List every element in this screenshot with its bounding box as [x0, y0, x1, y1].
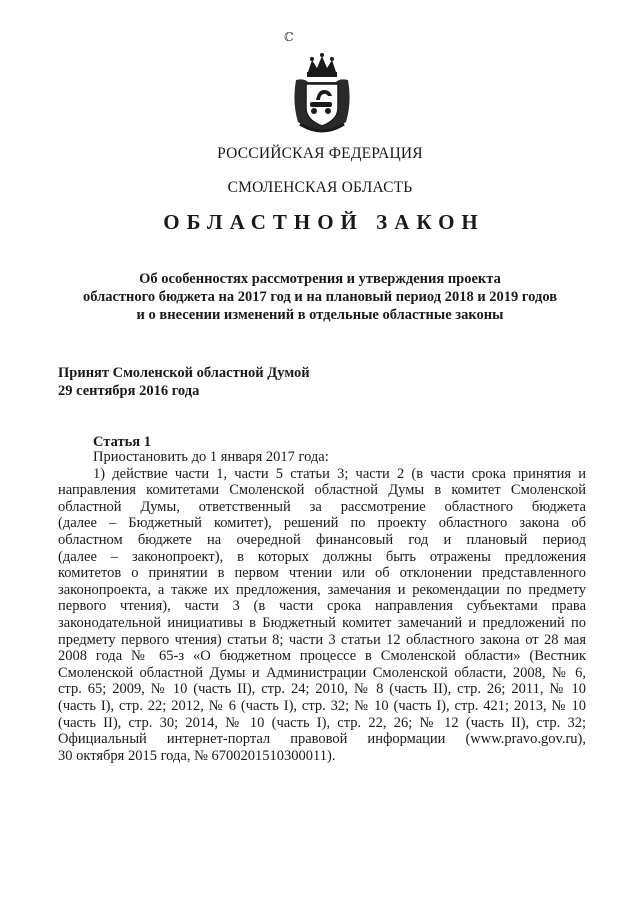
region-title: СМОЛЕНСКАЯ ОБЛАСТЬ: [227, 179, 413, 196]
law-title-line: Об особенностях рассмотрения и утверждения проекта: [139, 271, 501, 287]
paragraph-line: комитетов о принятии в первом чтении или об отклонении представленного: [58, 565, 586, 582]
paragraph-line: 30 октября 2015 года, № 6700201510300011).: [58, 747, 336, 764]
adoption-info: [58, 364, 310, 400]
law-title: [40, 270, 600, 324]
paragraph-line: стр. 65; 2009, № 10 (часть II), стр. 24; 2010, № 8 (часть II), стр. 26; 2011, № 10: [58, 681, 586, 698]
coat-of-arms-icon: [290, 52, 354, 134]
article-body: [58, 449, 586, 764]
paragraph-line: Приостановить до 1 января 2017 года:: [93, 449, 329, 465]
paragraph-line: (часть II), стр. 30; 2014, № 10 (часть I), стр. 22, 26; № 12 (часть II), стр. 32;: [58, 714, 586, 731]
paragraph-line: (далее – законопроект), в которых должны быть отражены предложения: [58, 548, 586, 565]
adoption-date: 29 сентября 2016 года: [58, 383, 200, 399]
paragraph-line: (часть I), стр. 22; 2012, № 6 (часть I), стр. 32; № 10 (часть I), стр. 421; 2013, № 10: [58, 697, 586, 714]
paragraph-line: Смоленской областной Думы и Администрации Смоленской области, 2008, № 6,: [58, 664, 586, 681]
paragraph-line: Официальный интернет-портал правовой информации (www.pravo.gov.ru),: [58, 731, 586, 748]
paragraph-line: направления комитетами Смоленской областной Думы в комитет Смоленской: [58, 482, 586, 499]
paragraph-line: предмету первого чтения) статьи 8; части 3 статьи 12 областного закона от 28 мая: [58, 631, 586, 648]
paragraph-line: законодательной инициативы в Бюджетный комитет замечаний и предложений по: [58, 614, 586, 631]
document-type-heading: ОБЛАСТНОЙ ЗАКОН: [163, 210, 485, 234]
paragraph-line: законопроекта, а также их предложения, замечания и рекомендации по предмету: [58, 581, 586, 598]
article-heading: Статья 1: [93, 434, 151, 450]
paragraph-line: первого чтения), части 3 (в части срока направления субъектами права: [58, 598, 586, 615]
federation-title: РОССИЙСКАЯ ФЕДЕРАЦИЯ: [217, 145, 423, 162]
paragraph-line: (далее – Бюджетный комитет), решений по проекту областного закона об: [58, 515, 586, 532]
handwritten-mark: ℂ: [284, 30, 294, 44]
adopted-by: Принят Смоленской областной Думой: [58, 365, 310, 381]
paragraph-line: областной Думы, ответственный за рассмотрение областного бюджета: [58, 498, 586, 515]
law-title-line: и о внесении изменений в отдельные областные законы: [136, 307, 504, 323]
law-title-line: областного бюджета на 2017 год и на плановый период 2018 и 2019 годов: [82, 289, 558, 305]
paragraph-line: 2008 года № 65-з «О бюджетном процессе в Смоленской области» (Вестник: [58, 648, 586, 665]
paragraph-line: областном бюджете на очередной финансовый год и плановый период: [58, 531, 586, 548]
paragraph-line: 1) действие части 1, части 5 статьи 3; части 2 (в части срока принятия и: [93, 465, 586, 482]
